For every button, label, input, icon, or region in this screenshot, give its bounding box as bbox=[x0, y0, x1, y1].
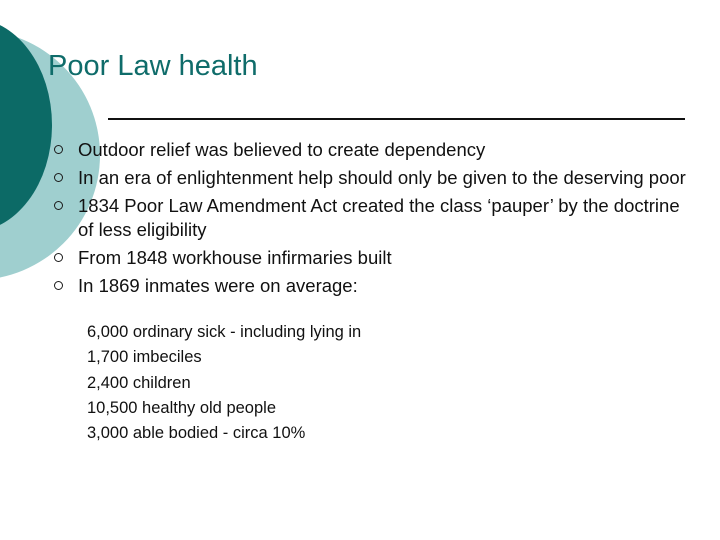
bullet-circle-icon bbox=[54, 201, 63, 210]
bullet-item bbox=[52, 194, 692, 242]
slide-title: Poor Law health bbox=[48, 50, 258, 82]
inmate-breakdown-list bbox=[87, 320, 361, 446]
sub-item: 2,400 children bbox=[87, 373, 191, 392]
bullet-circle-icon bbox=[54, 281, 63, 290]
bullet-item bbox=[52, 166, 692, 190]
sub-item: 10,500 healthy old people bbox=[87, 398, 276, 417]
bullet-item bbox=[52, 246, 692, 270]
bullet-circle-icon bbox=[54, 253, 63, 262]
bullet-text: 1834 Poor Law Amendment Act created the class ‘pauper’ by the doctrine of less eligibility bbox=[78, 195, 680, 240]
bullet-circle-icon bbox=[54, 173, 63, 182]
bullet-item bbox=[52, 274, 692, 298]
title-underline bbox=[108, 118, 685, 120]
bullet-text: From 1848 workhouse infirmaries built bbox=[78, 247, 392, 268]
sub-item: 6,000 ordinary sick - including lying in bbox=[87, 323, 362, 341]
bullet-list bbox=[52, 138, 692, 302]
bullet-text: In an era of enlightenment help should only be given to the deserving poor bbox=[78, 167, 686, 188]
bullet-text: Outdoor relief was believed to create dependency bbox=[78, 139, 486, 160]
sub-item: 1,700 imbeciles bbox=[87, 348, 202, 367]
bullet-circle-icon bbox=[54, 145, 63, 154]
bullet-text: In 1869 inmates were on average: bbox=[78, 275, 358, 296]
sub-item: 3,000 able bodied - circa 10% bbox=[87, 424, 306, 443]
bullet-item bbox=[52, 138, 692, 162]
